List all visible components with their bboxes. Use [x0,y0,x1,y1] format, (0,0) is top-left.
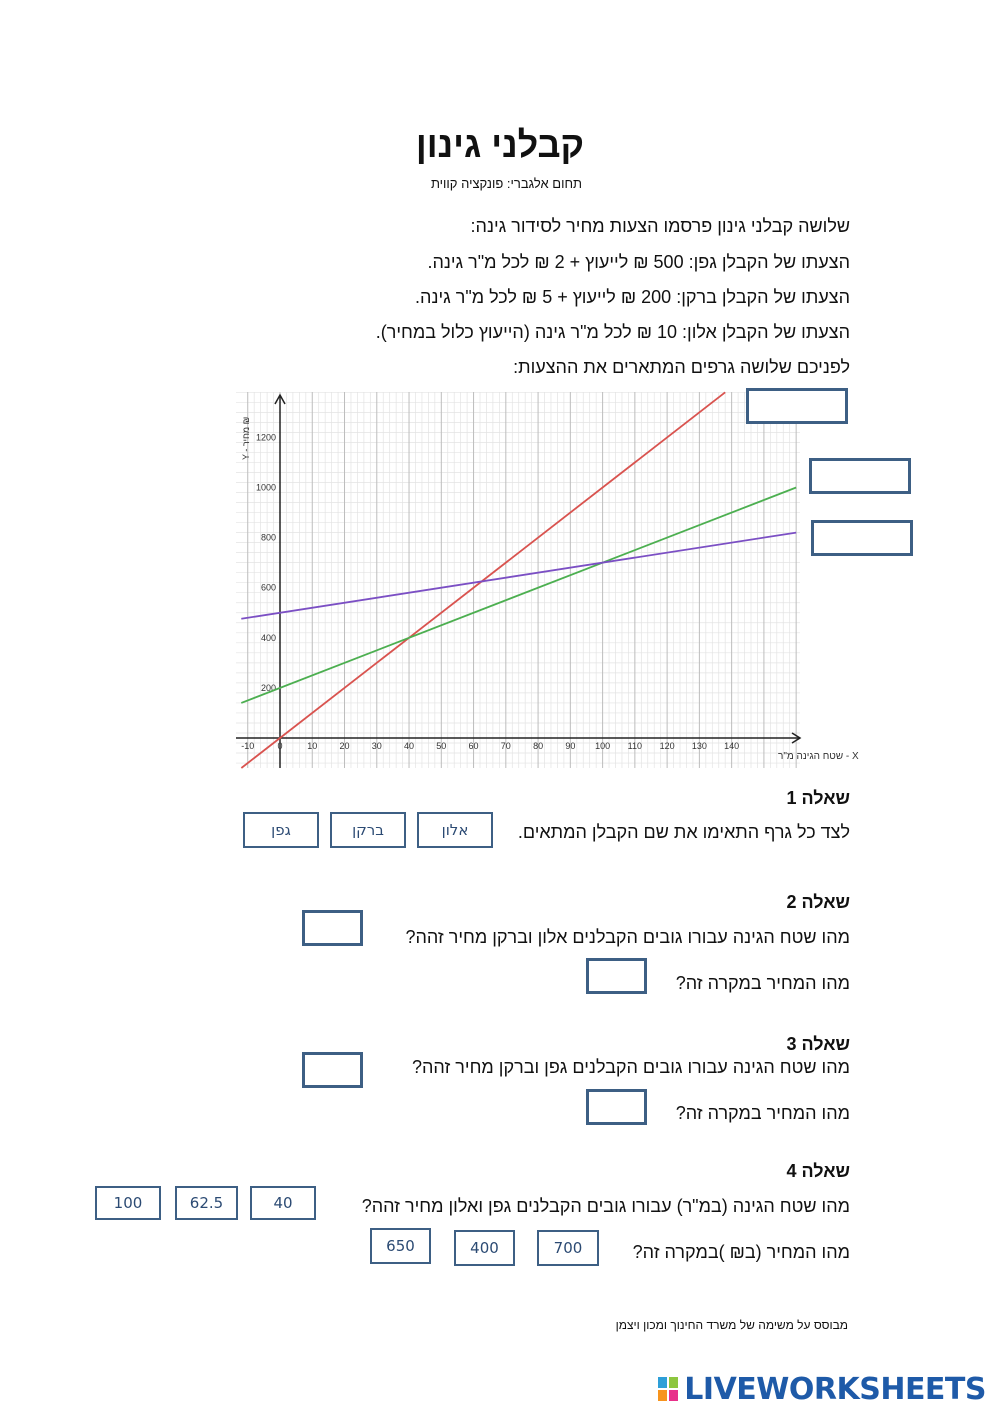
chart-grid-major [248,392,796,768]
x-tick-label: 60 [468,741,479,751]
q3-text-price: מהו המחיר במקרה זה? [675,1103,850,1123]
q4-area-option-62-5[interactable] [175,1186,238,1220]
graph-label-input-green[interactable] [809,458,911,494]
q2-area-input[interactable] [302,910,363,946]
q4-heading: שאלה 4 [786,1161,850,1181]
y-tick-label: 400 [260,632,276,643]
q1-option-gefen-label: גפן [271,821,291,839]
liveworksheets-logo[interactable] [658,1372,986,1407]
x-tick-label: 40 [404,741,415,751]
q3-heading: שאלה 3 [786,1034,850,1054]
intro-line-1: שלושה קבלני גינון פרסמו הצעות מחיר לסידור גינה: [470,216,850,236]
x-tick-label: -10 [241,741,255,751]
x-tick-label: 0 [277,741,283,751]
q4-text-area: מהו שטח הגינה (במ"ר) עבורו גובים הקבלנים גפן ואלון מחיר זהה? [361,1196,850,1216]
page-title: קבלני גינון [415,124,585,165]
x-tick-label: 110 [627,741,643,751]
liveworksheets-logo-text: LIVEWORKSHEETS [684,1372,986,1407]
x-tick-label: 50 [436,741,447,751]
y-tick-label: 800 [260,532,276,543]
y-tick-label: 600 [260,582,276,593]
q4-price-option-400[interactable] [454,1230,515,1266]
liveworksheets-logo-icon [658,1377,680,1403]
q4-price-option-400-label: 400 [470,1239,499,1257]
source-credit: מבוסס על משימה של משרד החינוך ומכון ויצמן [615,1318,848,1332]
q1-text: לצד כל גרף התאימו את שם הקבלן המתאים. [517,822,850,842]
q1-option-alon-label: אלון [441,821,469,839]
x-tick-label: 10 [307,741,318,751]
series-line-1 [241,392,725,768]
q2-price-input[interactable] [586,958,647,994]
x-tick-label: 130 [691,741,707,751]
q3-area-input[interactable] [302,1052,363,1088]
intro-line-barkan: הצעתו של הקבלן ברקן: 200 ₪ לייעוץ + 5 ₪ לכל מ"ר גינה. [415,287,850,307]
q4-area-option-40-label: 40 [273,1194,293,1212]
q2-text-price: מהו המחיר במקרה זה? [675,973,850,993]
chart-axes [236,395,800,768]
q3-text-area: מהו שטח הגינה עבורו גובים הקבלנים גפן וברקן מחיר זהה? [412,1057,850,1077]
x-tick-label: 20 [339,741,350,751]
q3-price-input[interactable] [586,1089,647,1125]
q4-area-option-40[interactable] [250,1186,316,1220]
q4-price-option-650-label: 650 [386,1237,415,1255]
q4-price-option-650[interactable] [370,1228,431,1264]
intro-line-alon: הצעתו של הקבלן אלון: 10 ₪ לכל מ"ר גינה (הייעוץ כלול במחיר). [375,322,850,342]
page-subtitle: תחום אלגברי: פונקציה קווית [430,176,582,191]
graph-label-input-red[interactable] [746,388,848,424]
q2-heading: שאלה 2 [786,892,850,912]
intro-line-gefen: הצעתו של הקבלן גפן: 500 ₪ לייעוץ + 2 ₪ לכל מ"ר גינה. [427,252,850,272]
q4-area-option-100[interactable] [95,1186,161,1220]
x-tick-label: 140 [724,741,740,751]
q1-option-gefen[interactable] [243,812,319,848]
x-tick-label: 30 [371,741,382,751]
y-tick-label: 200 [260,682,276,693]
q4-area-option-62-5-label: 62.5 [189,1194,224,1212]
x-tick-label: 80 [533,741,544,751]
q4-area-option-100-label: 100 [113,1194,143,1212]
q4-price-option-700[interactable] [537,1230,599,1266]
x-tick-label: 100 [595,741,611,751]
graph-label-input-purple[interactable] [811,520,913,556]
q4-text-price: מהו המחיר (ב₪ )במקרה זה? [632,1242,850,1262]
q1-option-barkan[interactable] [330,812,406,848]
q1-heading: שאלה 1 [786,788,850,808]
x-axis-label: X - שטח הגינה מ"ר [778,751,859,762]
x-tick-label: 90 [565,741,576,751]
intro-line-graphs: לפניכם שלושה גרפים המתארים את ההצעות: [513,357,850,377]
q1-option-barkan-label: ברקן [352,821,384,839]
q4-price-option-700-label: 700 [553,1239,583,1257]
y-tick-label: 1000 [255,482,276,493]
chart-grid-minor [236,392,800,768]
q2-text-area: מהו שטח הגינה עבורו גובים הקבלנים אלון וברקן מחיר זהה? [405,927,850,947]
x-tick-label: 70 [500,741,511,751]
price-chart [236,392,859,770]
x-tick-label: 120 [659,741,675,751]
y-tick-label: 1200 [255,432,276,443]
y-axis-label: Y - מחיר ₪ [241,416,251,460]
q1-option-alon[interactable] [417,812,493,848]
